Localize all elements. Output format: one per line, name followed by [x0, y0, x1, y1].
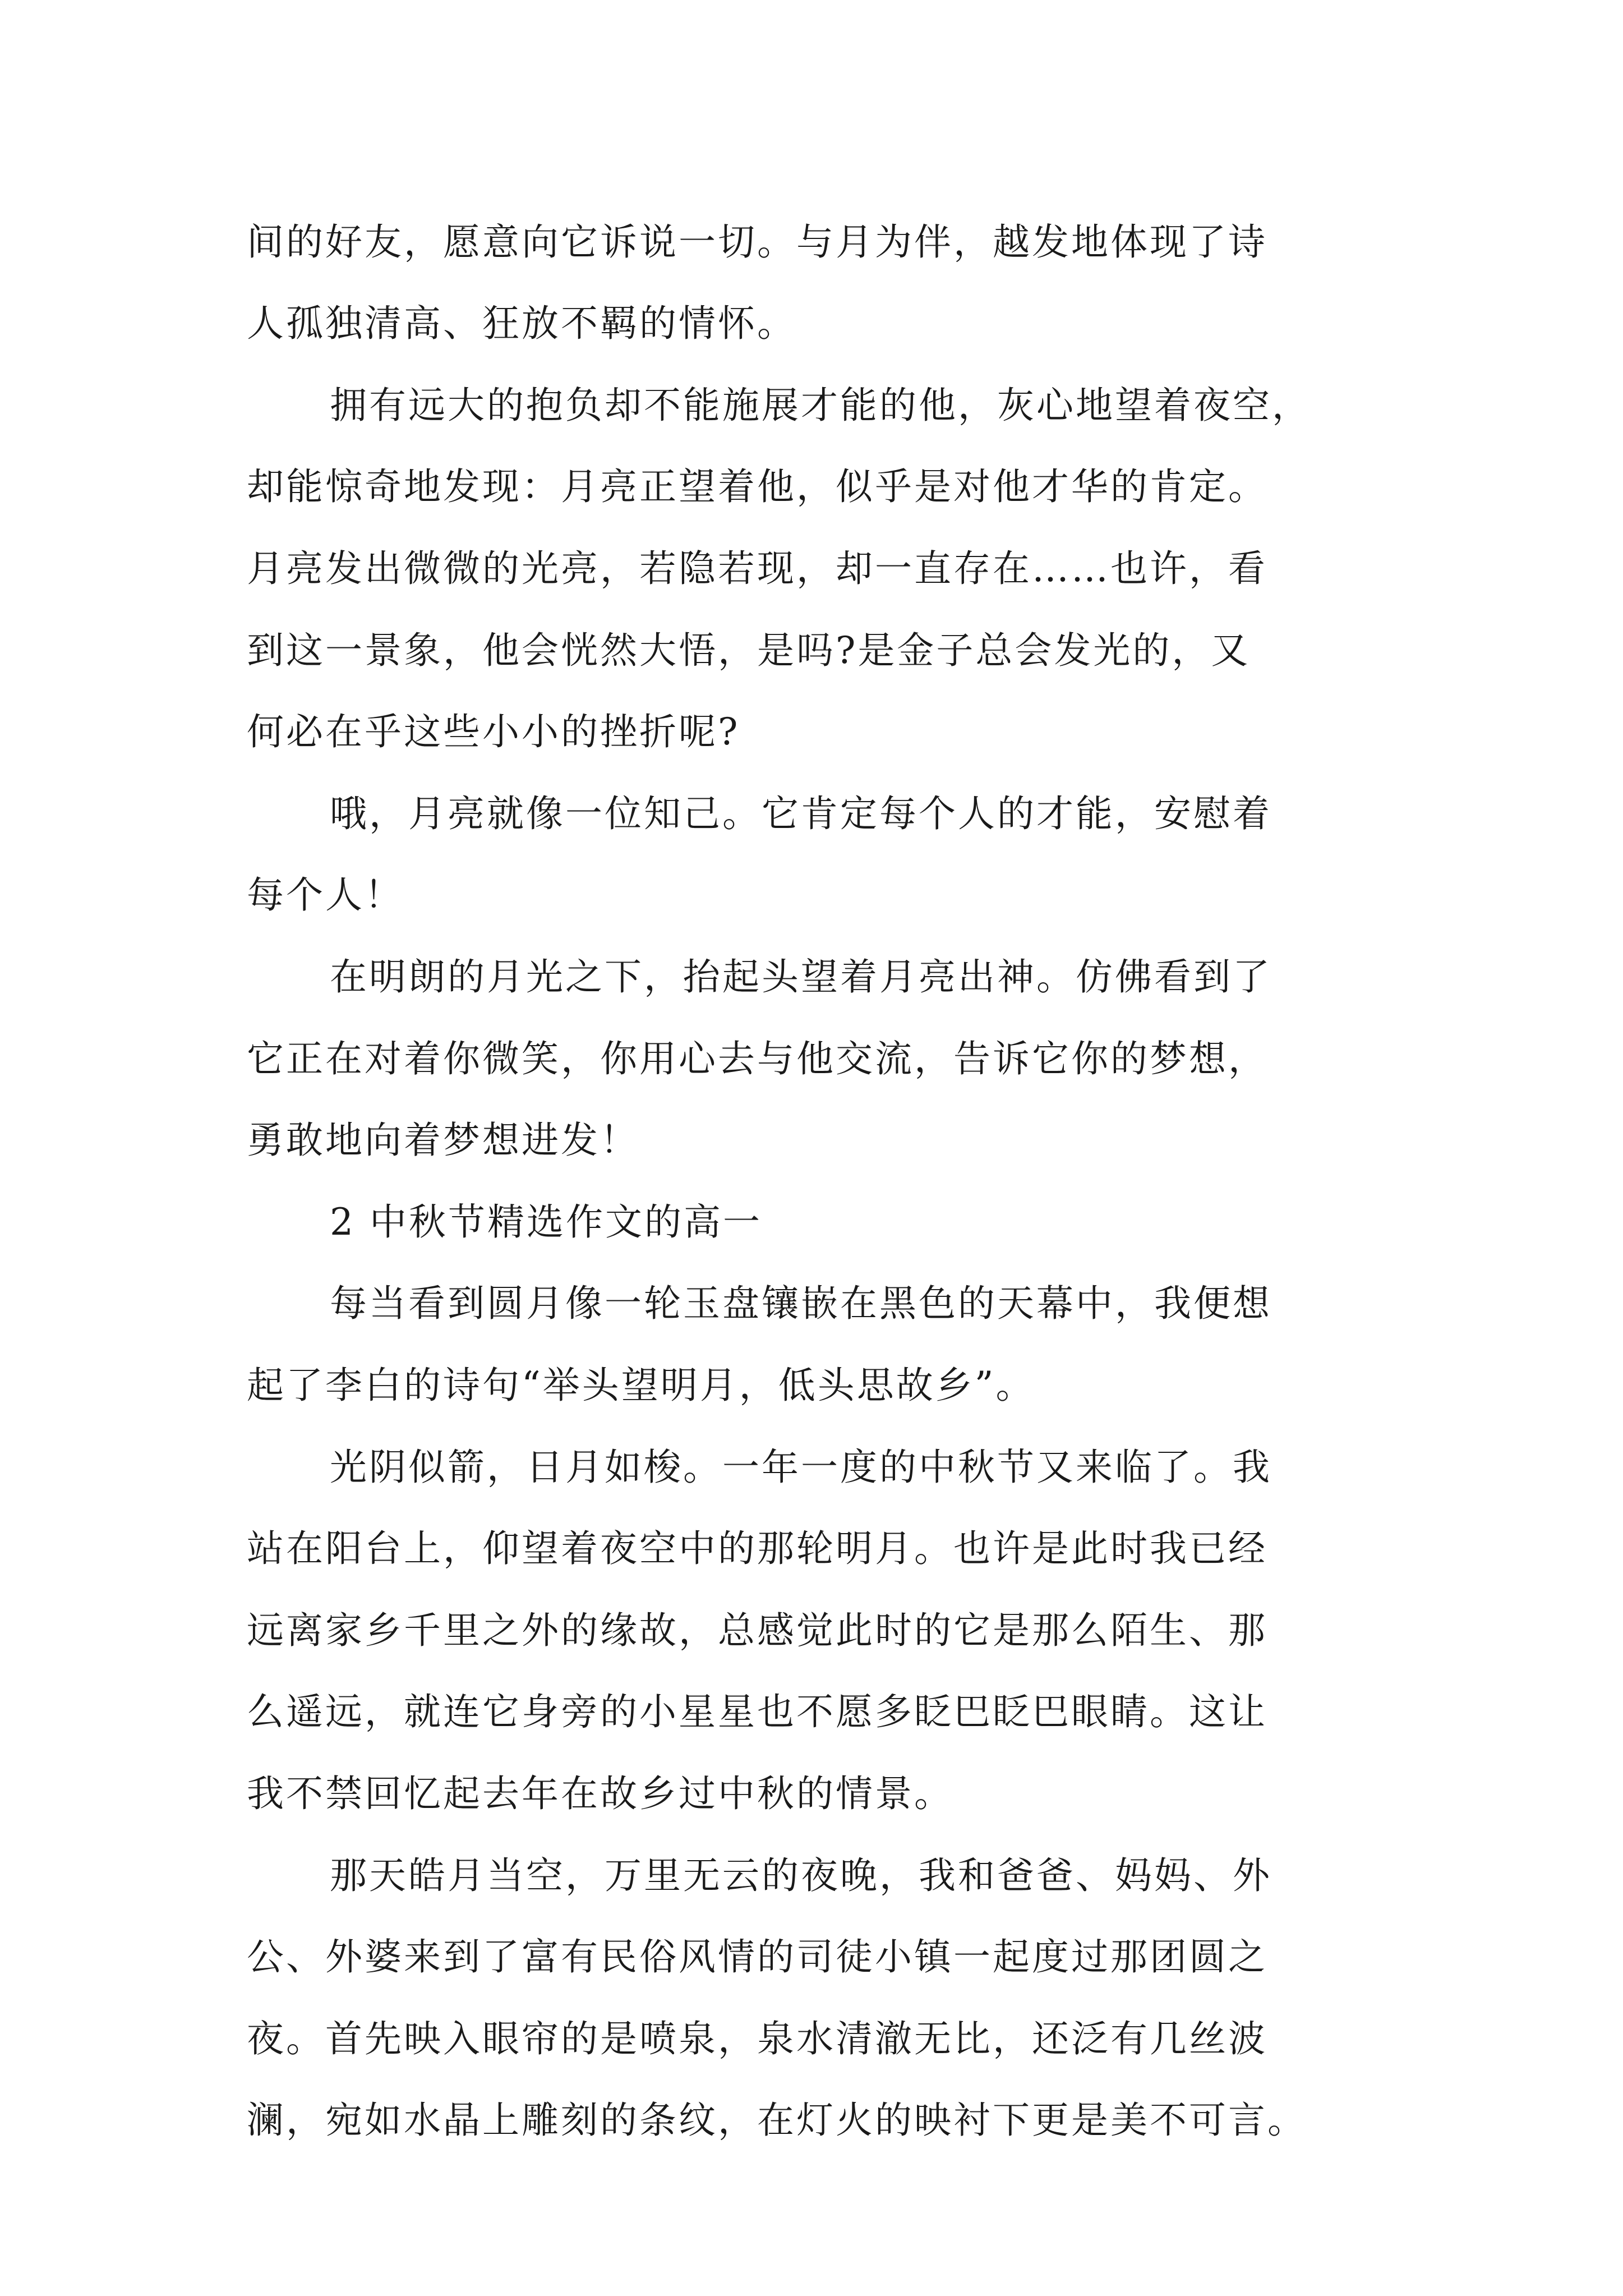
text-line-3: 拥有远大的抱负却不能施展才能的他，灰心地望着夜空，: [330, 384, 1311, 427]
text-line-16: 光阴似箭，日月如梭。一年一度的中秋节又来临了。我: [330, 1446, 1272, 1489]
text-line-11: 它正在对着你微笑，你用心去与他交流，告诉它你的梦想，: [247, 1037, 1267, 1080]
text-line-10: 在明朗的月光之下，抬起头望着月亮出神。仿佛看到了: [330, 955, 1272, 999]
text-line-6: 到这一景象，他会恍然大悟，是吗?是金子总会发光的，又: [247, 629, 1251, 672]
text-line-21: 那天皓月当空，万里无云的夜晚，我和爸爸、妈妈、外: [330, 1854, 1272, 1897]
text-line-15: 起了李白的诗句“举头望明月，低头思故乡”。: [247, 1364, 1035, 1407]
text-line-7: 何必在乎这些小小的挫折呢?: [247, 710, 740, 753]
text-line-8: 哦，月亮就像一位知己。它肯定每个人的才能，安慰着: [330, 792, 1272, 835]
text-line-2: 人孤独清高、狂放不羁的情怀。: [247, 302, 796, 345]
text-line-4: 却能惊奇地发现：月亮正望着他，似乎是对他才华的肯定。: [247, 465, 1267, 508]
text-line-20: 我不禁回忆起去年在故乡过中秋的情景。: [247, 1772, 953, 1815]
text-line-5: 月亮发出微微的光亮，若隐若现，却一直存在……也许，看: [247, 547, 1267, 590]
text-line-14: 每当看到圆月像一轮玉盘镶嵌在黑色的天幕中，我便想: [330, 1282, 1272, 1325]
text-line-24: 澜，宛如水晶上雕刻的条纹，在灯火的映衬下更是美不可言。: [247, 2099, 1307, 2142]
text-line-12: 勇敢地向着梦想进发！: [247, 1119, 639, 1162]
section-heading: 2 中秋节精选作文的高一: [330, 1200, 762, 1244]
text-line-1: 间的好友，愿意向它诉说一切。与月为伴，越发地体现了诗: [247, 220, 1267, 264]
text-line-19: 么遥远，就连它身旁的小星星也不愿多眨巴眨巴眼睛。这让: [247, 1690, 1267, 1733]
text-line-17: 站在阳台上，仰望着夜空中的那轮明月。也许是此时我已经: [247, 1527, 1267, 1570]
text-line-23: 夜。首先映入眼帘的是喷泉，泉水清澈无比，还泛有几丝波: [247, 2017, 1267, 2060]
text-line-22: 公、外婆来到了富有民俗风情的司徒小镇一起度过那团圆之: [247, 1935, 1267, 1978]
text-line-18: 远离家乡千里之外的缘故，总感觉此时的它是那么陌生、那: [247, 1609, 1267, 1652]
text-line-9: 每个人！: [247, 873, 404, 917]
